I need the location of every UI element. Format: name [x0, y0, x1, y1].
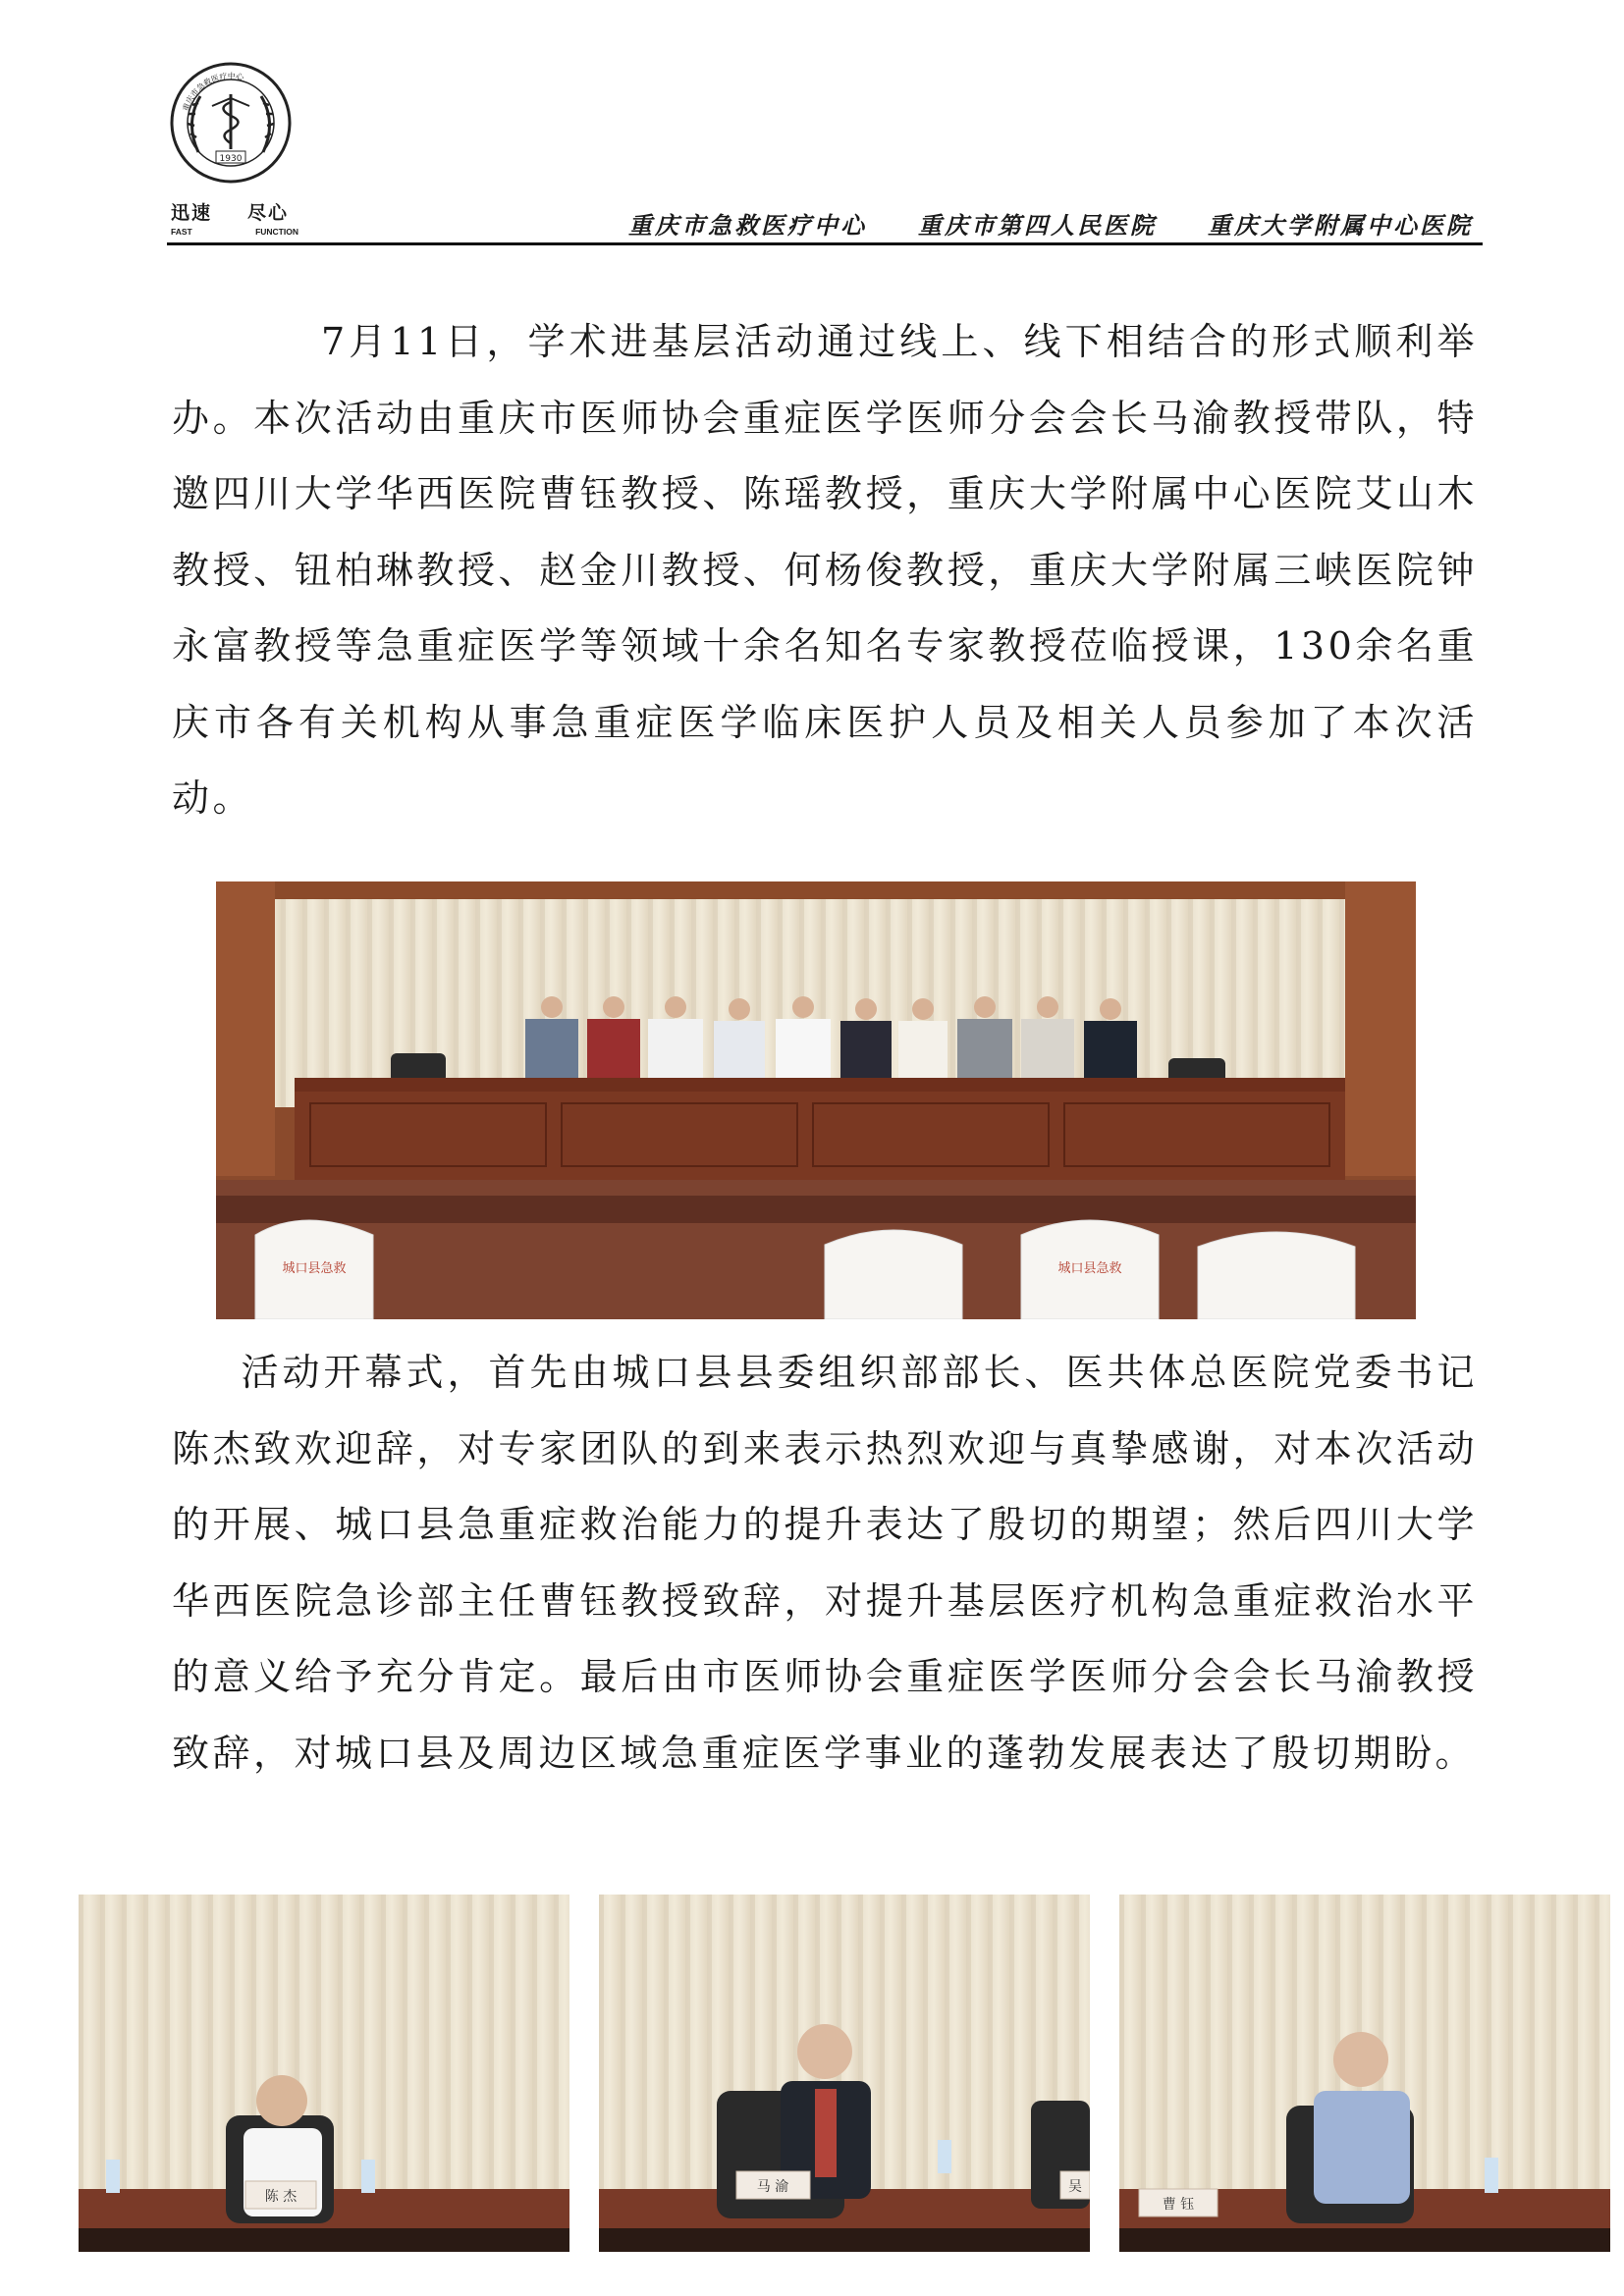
header-rule: [167, 242, 1483, 245]
slogan: [171, 198, 308, 237]
nameplate-text: 陈 杰: [264, 2189, 298, 2205]
para1-text: 7月11日，学术进基层活动通过线上、线下相结合的形式顺利举办。本次活动由重庆市医师协会重症医学医师分会会长马渝教授带队，特邀四川大学华西医院曹钰教授、陈瑶教授，重庆大学附属中心医院艾山木教授、钮柏琳教授、赵金川教授、何杨俊教授，重庆大学附属三峡医院钟永富教授等急重症医学等领域十余名知名专家教授莅临授课，130余名重庆市各有关机构从事急重症医学临床医护人员及相关人员参加了本次活动。: [172, 320, 1478, 820]
speaker-photo-1: [79, 1895, 569, 2252]
side-nameplate-text: 吴: [1068, 2179, 1082, 2195]
speaker-photo-2: [599, 1895, 1090, 2252]
nameplate-text: 曹 钰: [1162, 2197, 1195, 2213]
body-paragraph-1: [172, 304, 1478, 837]
speaker-photo-3: [1119, 1895, 1610, 2252]
seat-cover-text: 城口县急救: [1057, 1261, 1122, 1276]
svg-text:1930: 1930: [219, 154, 243, 164]
org-name: 重庆市第四人民医院: [918, 211, 1157, 240]
nameplate-text: 马 渝: [756, 2179, 789, 2195]
body-paragraph-2: [172, 1335, 1478, 1791]
svg-text:重庆市急救医疗中心: 重庆市急救医疗中心: [181, 71, 244, 113]
org-name: 重庆市急救医疗中心: [628, 211, 867, 240]
group-photo: [216, 881, 1416, 1319]
slogan-function-en: FUNCTION: [255, 227, 298, 237]
slogan-fast-cn: 迅速: [171, 202, 213, 224]
org-name: 重庆大学附属中心医院: [1208, 211, 1473, 240]
page-header: [167, 59, 1483, 245]
seat-cover-text: 城口县急救: [282, 1261, 347, 1276]
slogan-function-cn: 尽心: [246, 202, 289, 224]
para2-text: 活动开幕式，首先由城口县县委组织部部长、医共体总医院党委书记陈杰致欢迎辞，对专家团队的到来表示热烈欢迎与真挚感谢，对本次活动的开展、城口县急重症救治能力的提升表达了殷切的期望；然后四川大学华西医院急诊部主任曹钰教授致辞，对提升基层医疗机构急重症救治水平的意义给予充分肯定。最后由市医师协会重症医学医师分会会长马渝教授致辞，对城口县及周边区域急重症医学事业的蓬勃发展表达了殷切期盼。: [172, 1351, 1478, 1775]
organization-names: [628, 206, 1473, 240]
hospital-logo: [167, 59, 295, 191]
slogan-fast-en: FAST: [171, 227, 192, 237]
